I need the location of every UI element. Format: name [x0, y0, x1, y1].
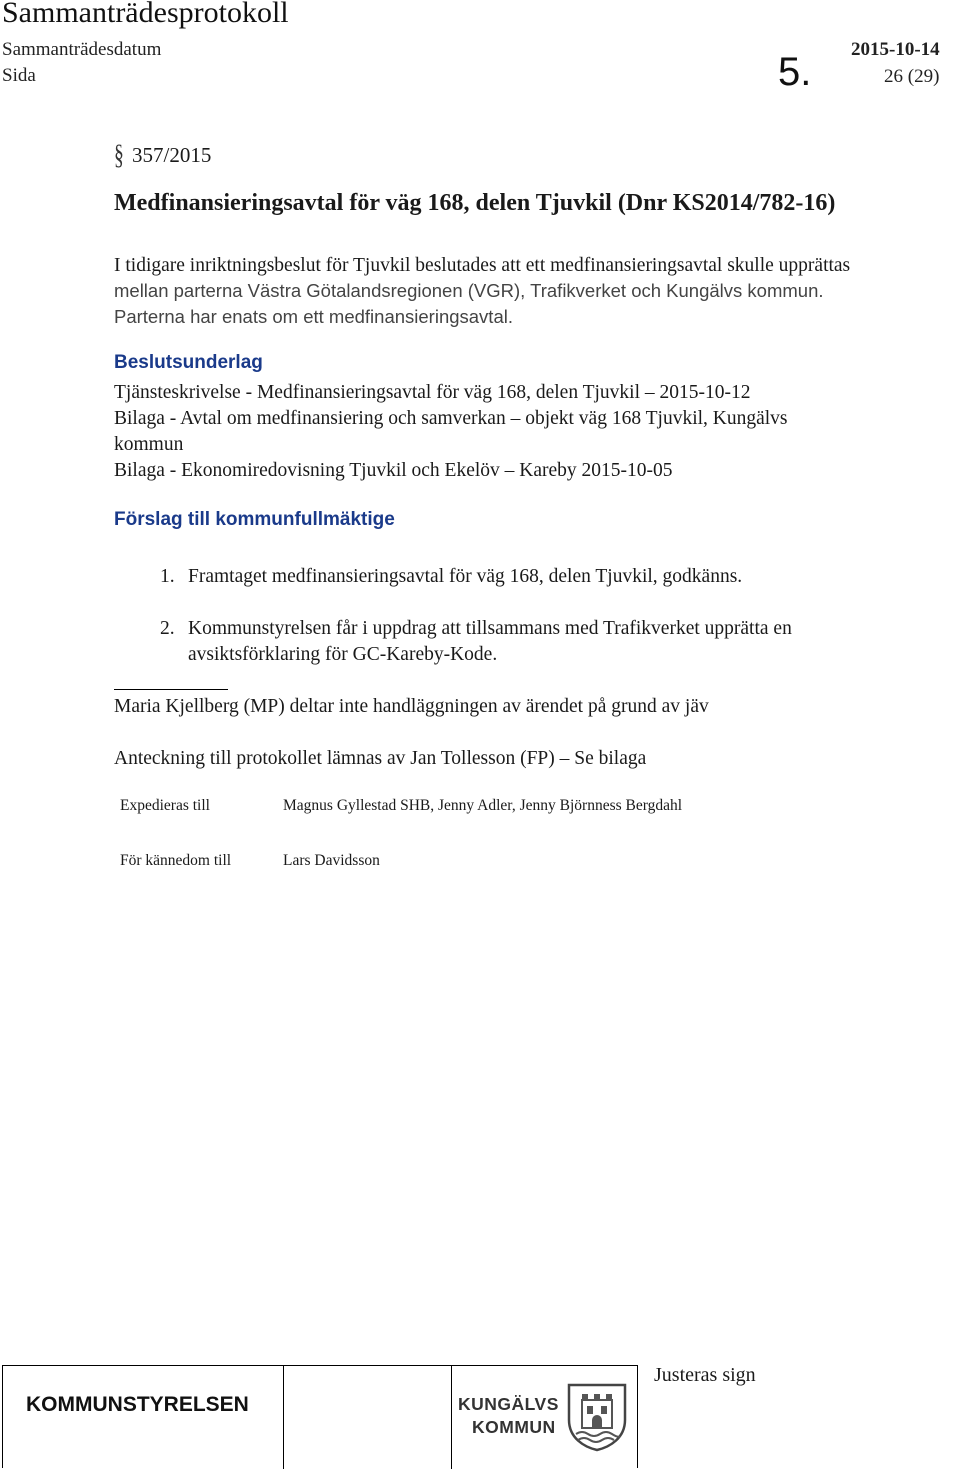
forslag-item-text: Kommunstyrelsen får i uppdrag att tillsammans med Trafikverket upprätta en	[188, 618, 792, 639]
forslag-item-text-continued: avsiktsförklaring för GC-Kareby-Kode.	[188, 644, 498, 665]
paragraph-number: 357/2015	[132, 143, 212, 167]
footer-organization: KOMMUNSTYRELSEN	[26, 1393, 249, 1416]
agenda-item-number: 5.	[778, 50, 812, 94]
beslutsunderlag-heading: Beslutsunderlag	[114, 352, 263, 373]
beslutsunderlag-line-1: Tjänsteskrivelse - Medfinansieringsavtal för väg 168, delen Tjuvkil – 2015-10-12	[114, 382, 751, 403]
document-title: Sammanträdesprotokoll	[2, 0, 289, 29]
kungalvs-logo	[458, 1382, 638, 1452]
intro-line-1: I tidigare inriktningsbeslut för Tjuvkil beslutades att ett medfinansieringsavtal skulle upprättas	[114, 255, 851, 276]
justeras-sign-label: Justeras sign	[654, 1364, 756, 1386]
footer-divider	[451, 1366, 452, 1469]
page-value: 26 (29)	[884, 66, 940, 87]
section-symbol: §	[114, 140, 124, 171]
beslutsunderlag-line-3: kommun	[114, 434, 184, 455]
intro-line-3: Parterna har enats om ett medfinansieringsavtal.	[114, 306, 513, 327]
expedieras-value: Magnus Gyllestad SHB, Jenny Adler, Jenny Björnness Bergdahl	[283, 797, 683, 814]
forslag-item-text: Framtaget medfinansieringsavtal för väg 168, delen Tjuvkil, godkänns.	[188, 566, 743, 587]
page-label: Sida	[2, 65, 36, 86]
kannedom-value: Lars Davidsson	[283, 852, 380, 869]
coat-of-arms-icon	[566, 1382, 628, 1452]
kannedom-label: För kännedom till	[120, 852, 232, 869]
beslutsunderlag-line-4: Bilaga - Ekonomiredovisning Tjuvkil och Ekelöv – Kareby 2015-10-05	[114, 460, 673, 481]
paragraph-heading: Medfinansieringsavtal för väg 168, delen Tjuvkil (Dnr KS2014/782-16)	[114, 190, 836, 216]
intro-line-2: mellan parterna Västra Götalandsregionen (VGR), Trafikverket och Kungälvs kommun.	[114, 280, 824, 301]
jav-note: Maria Kjellberg (MP) deltar inte handläggningen av ärendet på grund av jäv	[114, 696, 709, 717]
meeting-date-label: Sammanträdesdatum	[2, 39, 162, 60]
logo-line-1: KUNGÄLVS	[458, 1394, 559, 1414]
short-divider	[114, 689, 228, 690]
forslag-item-number: 1.	[160, 566, 175, 587]
forslag-item-number: 2.	[160, 618, 175, 639]
meeting-date-value: 2015-10-14	[851, 39, 940, 60]
expedieras-label: Expedieras till	[120, 797, 210, 814]
logo-line-2: KOMMUN	[472, 1417, 556, 1437]
anteckning-note: Anteckning till protokollet lämnas av Jan Tollesson (FP) – Se bilaga	[114, 748, 647, 769]
beslutsunderlag-line-2: Bilaga - Avtal om medfinansiering och samverkan – objekt väg 168 Tjuvkil, Kungälvs	[114, 408, 788, 429]
footer-divider	[283, 1366, 284, 1469]
forslag-heading: Förslag till kommunfullmäktige	[114, 509, 395, 530]
